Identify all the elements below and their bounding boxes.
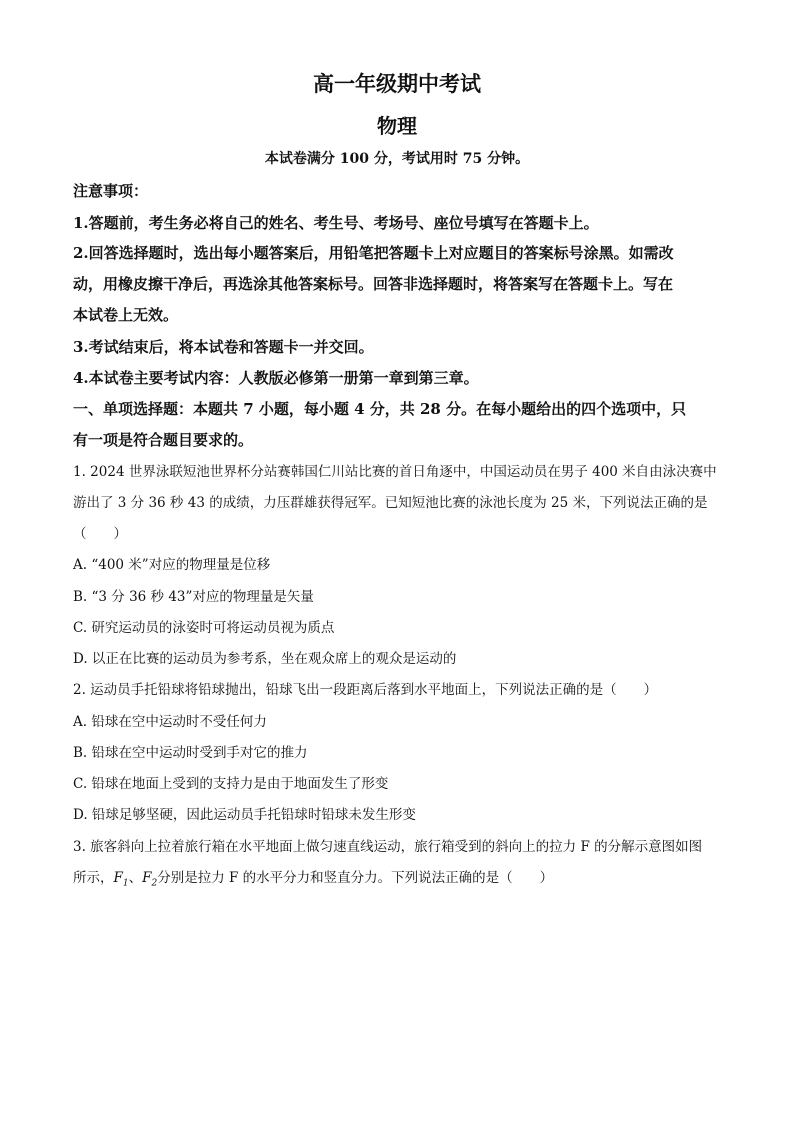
note-3: 3.考试结束后，将本试卷和答题卡一并交回。 — [73, 338, 374, 356]
note-4: 4.本试卷主要考试内容：人教版必修第一册第一章到第三章。 — [73, 369, 479, 387]
notes-heading: 注意事项： — [73, 182, 149, 200]
note-1: 1.答题前，考生务必将自己的姓名、考生号、考场号、座位号填写在答题卡上。 — [73, 214, 599, 232]
q1-option-d: D. 以正在比赛的运动员为参考系，坐在观众席上的观众是运动的 — [73, 651, 457, 667]
q3-line-2-start: 所示， — [73, 870, 114, 886]
q3-stem-line-1: 3. 旅客斜向上拉着旅行箱在水平地面上做匀速直线运动，旅行箱受到的斜向上的拉力 F 的分解示意图如图 — [73, 839, 703, 855]
force-f1-symbol: $F_1$ — [113, 870, 129, 889]
note-2-line-2: 动，用橡皮擦干净后，再选涂其他答案标号。回答非选择题时，将答案写在答题卡上。写在 — [73, 275, 674, 293]
q1-stem-line-3: （ ） — [73, 526, 127, 542]
subject-title: 物理 — [377, 114, 417, 138]
q2-option-a: A. 铅球在空中运动时不受任何力 — [73, 714, 267, 730]
q2-option-b: B. 铅球在空中运动时受到手对它的推力 — [73, 745, 308, 761]
q2-option-d: D. 铅球足够坚硬，因此运动员手托铅球时铅球未发生形变 — [73, 807, 416, 823]
section-1-heading-line-1: 一、单项选择题：本题共 7 小题，每小题 4 分，共 28 分。在每小题给出的四个选项中，只 — [73, 400, 687, 418]
exam-title: 高一年级期中考试 — [313, 71, 481, 96]
exam-info: 本试卷满分 100 分，考试用时 75 分钟。 — [264, 151, 530, 167]
q2-option-c: C. 铅球在地面上受到的支持力是由于地面发生了形变 — [73, 776, 389, 792]
q2-stem: 2. 运动员手托铅球将铅球抛出，铅球飞出一段距离后落到水平地面上，下列说法正确的是（ ） — [73, 682, 658, 698]
note-2-line-1: 2.回答选择题时，选出每小题答案后，用铅笔把答题卡上对应题目的答案标号涂黑。如需改 — [73, 244, 674, 262]
force-f2-symbol: $F_2$ — [142, 870, 158, 889]
q1-stem-line-1: 1. 2024 世界泳联短池世界杯分站赛韩国仁川站比赛的首日角逐中，中国运动员在男子 400 米自由泳决赛中 — [73, 464, 717, 480]
q1-stem-line-2: 游出了 3 分 36 秒 43 的成绩，力压群雄获得冠军。已知短池比赛的泳池长度为 25 米，下列说法正确的是 — [73, 495, 708, 511]
q1-option-c: C. 研究运动员的泳姿时可将运动员视为质点 — [73, 620, 335, 636]
q1-option-a: A. “400 米”对应的物理量是位移 — [73, 557, 271, 573]
section-1-heading-line-2: 有一项是符合题目要求的。 — [73, 431, 254, 449]
q3-separator: 、 — [128, 870, 143, 886]
q3-line-2-end: 分别是拉力 F 的水平分力和竖直分力。下列说法正确的是（ ） — [157, 870, 554, 886]
note-2-line-3: 本试卷上无效。 — [73, 306, 179, 324]
q1-option-b: B. “3 分 36 秒 43”对应的物理量是矢量 — [73, 589, 314, 605]
q3-stem-line-2 — [73, 868, 733, 894]
